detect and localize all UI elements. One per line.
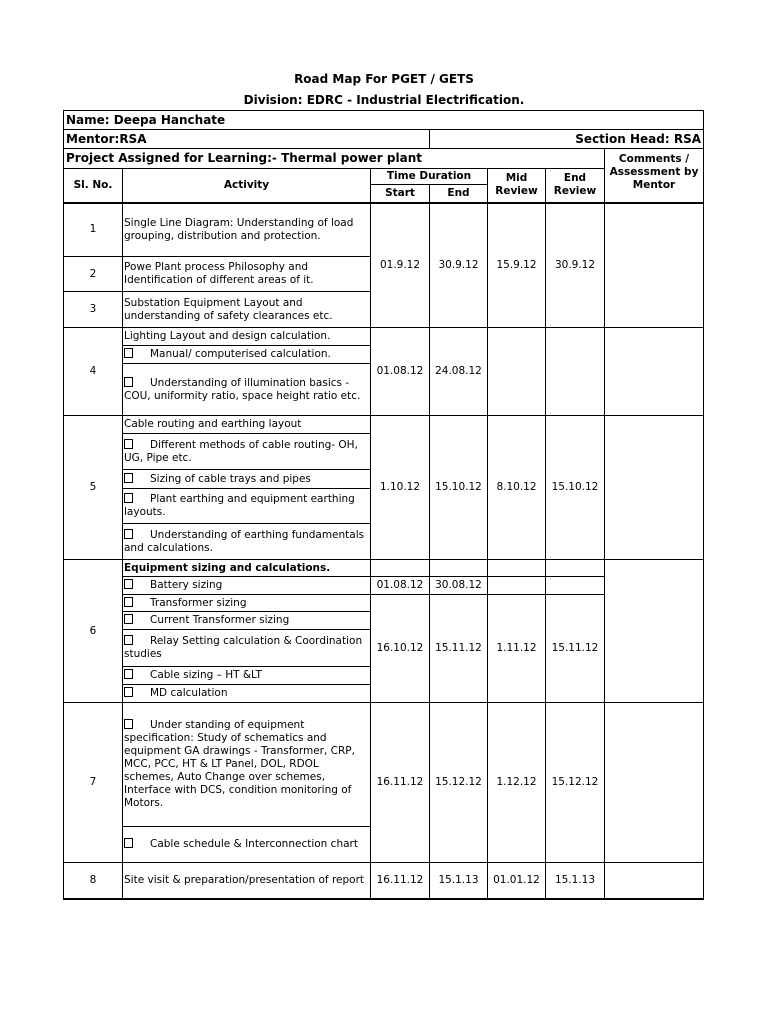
checkbox-icon bbox=[124, 348, 133, 358]
sl-no-cell: 2 bbox=[64, 257, 123, 292]
subactivity-text: Plant earthing and equipment earthing layouts. bbox=[124, 493, 355, 518]
comments-cell bbox=[605, 328, 704, 416]
end-cell bbox=[430, 560, 488, 577]
subactivity-cell bbox=[123, 364, 371, 416]
checkbox-icon bbox=[124, 635, 133, 645]
table-row bbox=[64, 863, 704, 899]
project-field: Project Assigned for Learning:- Thermal power plant bbox=[64, 149, 605, 169]
subactivity-cell bbox=[123, 667, 371, 685]
table-row bbox=[64, 703, 704, 827]
start-header: Start bbox=[371, 185, 430, 203]
end-review-header: End Review bbox=[546, 169, 605, 203]
mid-review-cell bbox=[488, 328, 546, 416]
mid-review-header: Mid Review bbox=[488, 169, 546, 203]
subactivity-cell bbox=[123, 577, 371, 595]
activity-cell: Equipment sizing and calculations. bbox=[123, 560, 371, 577]
activity-cell: Powe Plant process Philosophy and Identification of different areas of it. bbox=[123, 257, 371, 292]
activity-cell: Site visit & preparation/presentation of report bbox=[123, 863, 371, 899]
table-row bbox=[64, 203, 704, 257]
checkbox-icon bbox=[124, 529, 133, 539]
subactivity-cell bbox=[123, 703, 371, 827]
checkbox-icon bbox=[124, 669, 133, 679]
mentor-field: Mentor:RSA bbox=[64, 130, 430, 149]
comments-cell bbox=[605, 703, 704, 863]
subactivity-text: Current Transformer sizing bbox=[150, 614, 290, 626]
subactivity-text: Manual/ computerised calculation. bbox=[150, 348, 331, 360]
sl-no-cell: 3 bbox=[64, 292, 123, 328]
mid-review-cell bbox=[488, 560, 546, 577]
end-cell: 15.10.12 bbox=[430, 416, 488, 560]
checkbox-icon bbox=[124, 614, 133, 624]
table-row bbox=[64, 560, 704, 577]
sl-no-cell: 5 bbox=[64, 416, 123, 560]
document-title: Road Map For PGET / GETS bbox=[294, 72, 474, 86]
mid-review-cell bbox=[488, 577, 546, 595]
checkbox-icon bbox=[124, 719, 133, 729]
end-review-cell: 15.12.12 bbox=[546, 703, 605, 863]
start-cell: 1.10.12 bbox=[371, 416, 430, 560]
start-cell bbox=[371, 560, 430, 577]
subactivity-cell bbox=[123, 827, 371, 863]
subactivity-cell bbox=[123, 434, 371, 470]
subactivity-cell bbox=[123, 524, 371, 560]
subactivity-cell bbox=[123, 685, 371, 703]
mentor-row bbox=[64, 130, 704, 149]
subactivity-cell bbox=[123, 346, 371, 364]
subactivity-text: Under standing of equipment specification: Study of schematics and equipment GA drawings - Transformer, CRP, MCC, PCC, HT & LT Panel, DOL, RDOL schemes, Auto Change over schemes, Interface with DCS, condition monitoring of Motors. bbox=[124, 719, 355, 809]
activity-cell: Single Line Diagram: Understanding of load grouping, distribution and protection. bbox=[123, 203, 371, 257]
subactivity-text: Sizing of cable trays and pipes bbox=[150, 472, 311, 485]
end-cell: 24.08.12 bbox=[430, 328, 488, 416]
checkbox-icon bbox=[124, 493, 133, 503]
subactivity-text: Different methods of cable routing- OH, UG, Pipe etc. bbox=[124, 438, 358, 464]
division-title: Division: EDRC - Industrial Electrification. bbox=[243, 93, 525, 107]
table-row bbox=[64, 328, 704, 346]
activity-cell: Substation Equipment Layout and understanding of safety clearances etc. bbox=[123, 292, 371, 328]
checkbox-icon bbox=[124, 439, 133, 449]
end-review-cell: 15.11.12 bbox=[546, 595, 605, 703]
sl-no-cell: 6 bbox=[64, 560, 123, 703]
roadmap-table bbox=[63, 110, 704, 900]
subactivity-text: Cable sizing – HT &LT bbox=[150, 669, 262, 681]
end-header: End bbox=[430, 185, 488, 203]
start-cell: 01.08.12 bbox=[371, 577, 430, 595]
mid-review-cell: 01.01.12 bbox=[488, 863, 546, 899]
mid-review-cell: 8.10.12 bbox=[488, 416, 546, 560]
sl-no-cell: 8 bbox=[64, 863, 123, 899]
sl-no-cell: 7 bbox=[64, 703, 123, 863]
mid-review-cell: 15.9.12 bbox=[488, 203, 546, 328]
subactivity-text: Understanding of earthing fundamentals and calculations. bbox=[124, 528, 365, 554]
end-cell: 30.08.12 bbox=[430, 577, 488, 595]
activity-cell: Lighting Layout and design calculation. bbox=[123, 328, 371, 346]
sl-no-header: Sl. No. bbox=[64, 169, 123, 203]
subactivity-text: Transformer sizing bbox=[150, 596, 247, 609]
mid-review-cell: 1.11.12 bbox=[488, 595, 546, 703]
end-cell: 15.11.12 bbox=[430, 595, 488, 703]
subactivity-cell bbox=[123, 612, 371, 630]
checkbox-icon bbox=[124, 473, 133, 483]
section-head-field: Section Head: RSA bbox=[430, 130, 704, 149]
subactivity-cell bbox=[123, 489, 371, 524]
start-cell: 16.11.12 bbox=[371, 863, 430, 899]
subactivity-text: Battery sizing bbox=[150, 579, 223, 591]
comments-cell bbox=[605, 416, 704, 560]
comments-header: Comments / Assessment by Mentor bbox=[605, 149, 704, 203]
subactivity-cell bbox=[123, 595, 371, 612]
start-cell: 01.9.12 bbox=[371, 203, 430, 328]
mid-review-cell: 1.12.12 bbox=[488, 703, 546, 863]
table-row bbox=[64, 416, 704, 434]
subactivity-cell bbox=[123, 630, 371, 667]
subactivity-text: Cable schedule & Interconnection chart bbox=[150, 838, 358, 850]
subactivity-text: Understanding of illumination basics - COU, uniformity ratio, space height ratio etc. bbox=[124, 376, 361, 402]
time-duration-header: Time Duration bbox=[371, 169, 488, 185]
subactivity-text: MD calculation bbox=[150, 687, 228, 699]
end-review-cell bbox=[546, 577, 605, 595]
end-review-cell: 15.10.12 bbox=[546, 416, 605, 560]
checkbox-icon bbox=[124, 377, 133, 387]
sl-no-cell: 4 bbox=[64, 328, 123, 416]
comments-cell bbox=[605, 203, 704, 328]
start-cell: 01.08.12 bbox=[371, 328, 430, 416]
end-review-cell bbox=[546, 328, 605, 416]
start-cell: 16.10.12 bbox=[371, 595, 430, 703]
checkbox-icon bbox=[124, 838, 133, 848]
name-field: Name: Deepa Hanchate bbox=[64, 111, 704, 130]
start-cell: 16.11.12 bbox=[371, 703, 430, 863]
activity-cell: Cable routing and earthing layout bbox=[123, 416, 371, 434]
activity-header: Activity bbox=[123, 169, 371, 203]
subactivity-text: Relay Setting calculation & Coordination studies bbox=[124, 635, 363, 660]
end-review-cell: 15.1.13 bbox=[546, 863, 605, 899]
end-cell: 15.1.13 bbox=[430, 863, 488, 899]
name-row bbox=[64, 111, 704, 130]
sl-no-cell: 1 bbox=[64, 203, 123, 257]
checkbox-icon bbox=[124, 687, 133, 697]
comments-cell bbox=[605, 560, 704, 703]
project-row bbox=[64, 149, 704, 169]
checkbox-icon bbox=[124, 579, 133, 589]
end-review-cell bbox=[546, 560, 605, 577]
end-review-cell: 30.9.12 bbox=[546, 203, 605, 328]
comments-cell bbox=[605, 863, 704, 899]
end-cell: 15.12.12 bbox=[430, 703, 488, 863]
end-cell: 30.9.12 bbox=[430, 203, 488, 328]
subactivity-cell bbox=[123, 470, 371, 489]
checkbox-icon bbox=[124, 597, 133, 607]
